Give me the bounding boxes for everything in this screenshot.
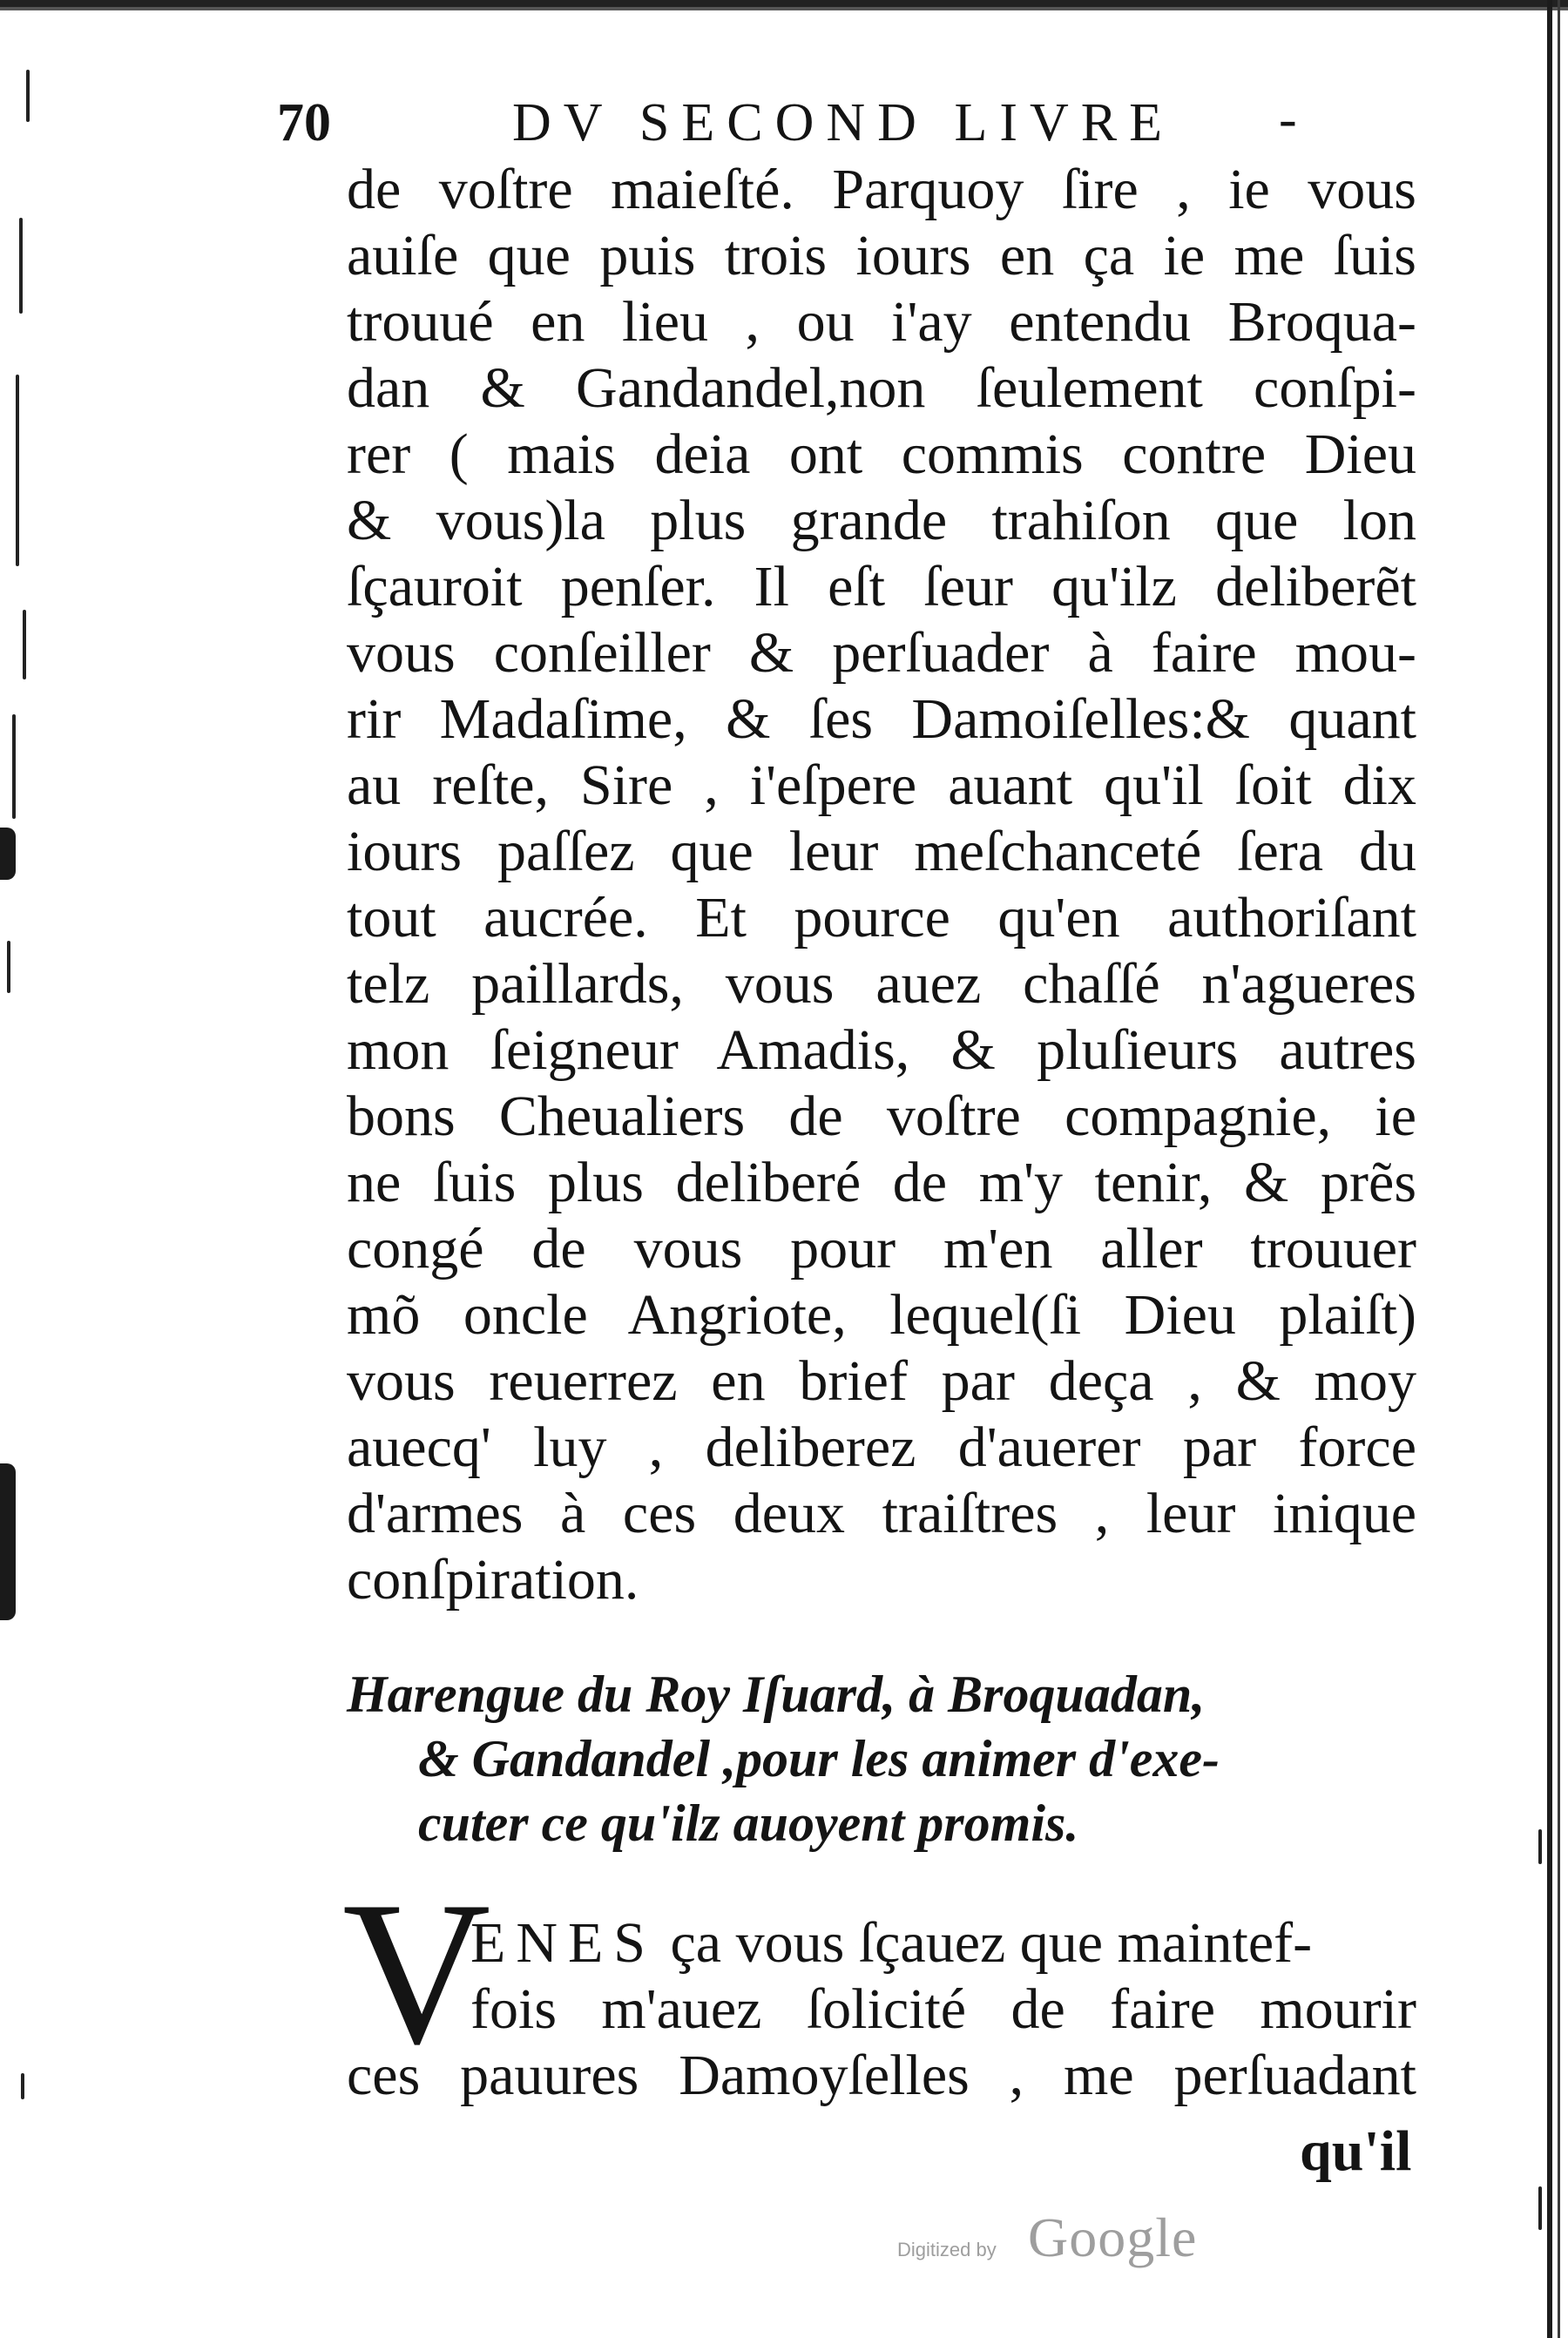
scan-left-blot <box>0 828 16 880</box>
scan-right-mark <box>1538 1829 1542 1864</box>
text-line: d'armes à ces deux traiſtres , leur inique <box>347 1482 1416 1545</box>
scan-left-mark <box>21 2073 24 2099</box>
digitization-watermark <box>897 2206 1228 2275</box>
scan-left-mark <box>26 70 30 122</box>
heading-line: cuter ce qu'ilz auoyent promis. <box>418 1794 1079 1852</box>
running-head-dash: - <box>1279 90 1297 149</box>
running-head-title: DV SECOND LIVRE <box>512 93 1174 152</box>
drop-cap: V <box>342 1860 491 2087</box>
text-line: & vous)la plus grande trahiſon que lon <box>347 489 1416 552</box>
scan-left-mark <box>23 610 26 679</box>
text-line: vous reuerrez en brief par deça , & moy <box>347 1349 1416 1413</box>
text-line: rir Madaſime, & ſes Damoiſelles:& quant <box>347 687 1416 751</box>
text-line: mon ſeigneur Amadis, & pluſieurs autres <box>347 1018 1416 1082</box>
heading-line: & Gandandel ,pour les animer d'exe- <box>418 1730 1220 1787</box>
text-line: de voſtre maieſté. Parquoy ſire , ie vous <box>347 158 1416 221</box>
first-line-text: ça vous ſçauez que maintef- <box>656 1911 1313 1975</box>
scan-left-mark <box>19 218 23 314</box>
text-line: iours paſſez que leur meſchanceté ſera du <box>347 820 1416 883</box>
page-number: 70 <box>277 93 331 152</box>
running-head <box>277 84 1305 162</box>
google-logo: Google <box>1028 2206 1198 2268</box>
heading-line: Harengue du Roy Iſuard, à Broquadan, <box>347 1666 1206 1723</box>
text-line: rer ( mais deia ont commis contre Dieu <box>347 422 1416 486</box>
text-line: telz paillards, vous auez chaſſé n'agueres <box>347 952 1416 1016</box>
scan-left-mark <box>16 375 19 566</box>
text-line: auiſe que puis trois iours en ça ie me ſuis <box>347 224 1416 287</box>
first-word-small-caps: ENES <box>470 1911 656 1975</box>
text-line: mõ oncle Angriote, lequel(ſi Dieu plaiſt) <box>347 1283 1416 1347</box>
scan-right-edge-rule-thin <box>1558 0 1560 2338</box>
scan-top-edge <box>0 0 1568 16</box>
text-line: au reſte, Sire , i'eſpere auant qu'il ſoit dix <box>347 753 1416 817</box>
text-line: dan & Gandandel,non ſeulement conſpi- <box>347 356 1416 420</box>
text-line: ne ſuis plus deliberé de m'y tenir, & prẽs <box>347 1151 1416 1214</box>
scan-right-mark <box>1538 2186 1542 2230</box>
text-line: congé de vous pour m'en aller trouuer <box>347 1217 1416 1280</box>
text-line: trouué en lieu , ou i'ay entendu Broqua- <box>347 290 1416 354</box>
text-line: tout aucrée. Et pource qu'en authoriſant <box>347 886 1416 949</box>
scan-left-mark <box>7 941 10 993</box>
scan-left-blot <box>0 1463 16 1620</box>
text-line: conſpiration. <box>347 1548 639 1612</box>
scan-left-mark <box>12 714 16 819</box>
text-line: ces pauures Damoyſelles , me perſuadant <box>347 2044 1416 2107</box>
watermark-prefix: Digitized by <box>897 2239 997 2260</box>
text-line: auecq' luy , deliberez d'auerer par force <box>347 1416 1416 1479</box>
first-line <box>470 1910 1416 1976</box>
text-line: ſçauroit penſer. Il eſt ſeur qu'ilz deliberẽt <box>347 555 1416 618</box>
catchword: qu'il <box>1300 2119 1412 2183</box>
text-line: fois m'auez ſolicité de faire mourir <box>470 1977 1416 2041</box>
text-line: bons Cheualiers de voſtre compagnie, ie <box>347 1085 1416 1148</box>
scan-right-edge-rule <box>1547 0 1552 2338</box>
text-line: vous conſeiller & perſuader à faire mou- <box>347 621 1416 685</box>
